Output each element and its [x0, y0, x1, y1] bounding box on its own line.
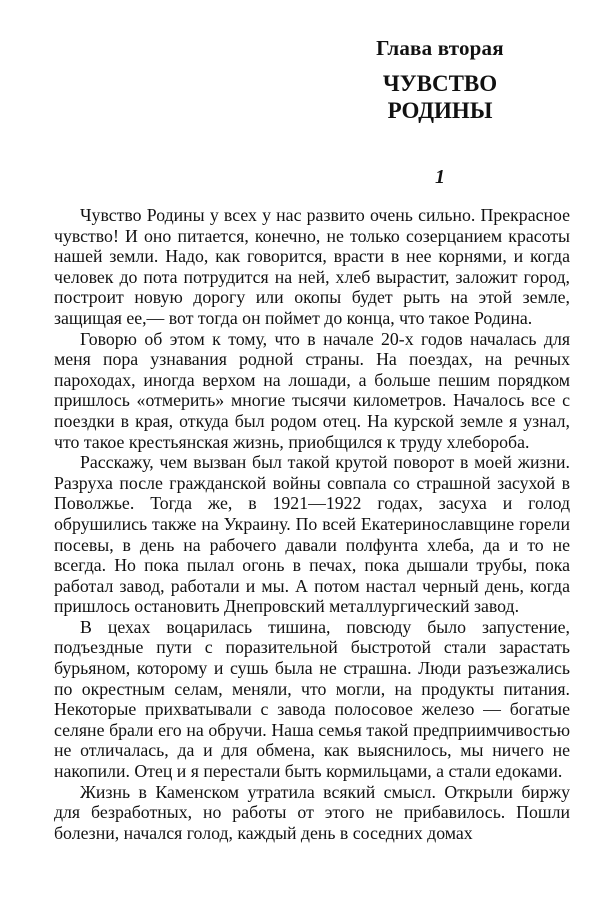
chapter-title-line-2: РОДИНЫ [387, 98, 493, 123]
chapter-title [340, 70, 540, 124]
chapter-label: Глава вторая [376, 36, 504, 60]
paragraph: Говорю об этом к тому, что в начале 20-х годов началась для меня пора узнавания родной страны. На поездах, на речных пароходах, иногда верхом на лошади, а больше пешим порядком пришлось «отмерить» многие тысячи километров. Началось все с поездки в края, откуда был родом отец. На курской земле я узнал, что такое крестьянская жизнь, приобщился к труду хлебороба. [54, 328, 570, 452]
paragraph: Чувство Родины у всех у нас развито очень сильно. Прекрасное чувство! И оно питается, конечно, не только созерцанием красоты нашей земли. Надо, как говорится, врасти в нее корнями, и когда человек до пота потрудится на ней, хлеб вырастит, заложит город, построит новую дорогу или окопы будет рыть на этой земле, защищая ее,— вот тогда он поймет до конца, что такое Родина. [54, 205, 570, 328]
paragraph: В цехах воцарилась тишина, повсюду было запустение, подъездные пути с поразительной быстротой стали зарастать бурьяном, которому и сушь была не страшна. Люди разъезжались по окрестным селам, меняли, что могли, на продукты питания. Некоторые прихватывали с завода полосовое железо — богатые селяне брали его на обручи. Наша семья такой предприимчивостью не отличалась, да и для обмена, как выяснилось, мы ничего не накопили. Отец и я перестали быть кормильцами, а стали едоками. [54, 616, 570, 782]
paragraph: Жизнь в Каменском утратила всякий смысл. Открыли биржу для безработных, но работы от этого не прибавилось. Пошли болезни, начался голод, каждый день в соседних домах [54, 781, 570, 843]
chapter-title-line-1: ЧУВСТВО [382, 71, 498, 96]
section-number: 1 [435, 166, 445, 188]
paragraph: Расскажу, чем вызван был такой крутой поворот в моей жизни. Разруха после гражданской войны совпала со страшной засухой в Поволжье. Тогда же, в 1921—1922 годах, засуха и голод обрушились также на Украину. По всей Екатеринославщине горели посевы, в день на рабочего давали полфунта хлеба, да и то не всегда. Но пока пылал огонь в печах, пока дышали трубы, пока работал завод, работали и мы. А потом настал черный день, когда пришлось остановить Днепровский металлургический завод. [54, 452, 570, 617]
body-text [54, 205, 570, 843]
